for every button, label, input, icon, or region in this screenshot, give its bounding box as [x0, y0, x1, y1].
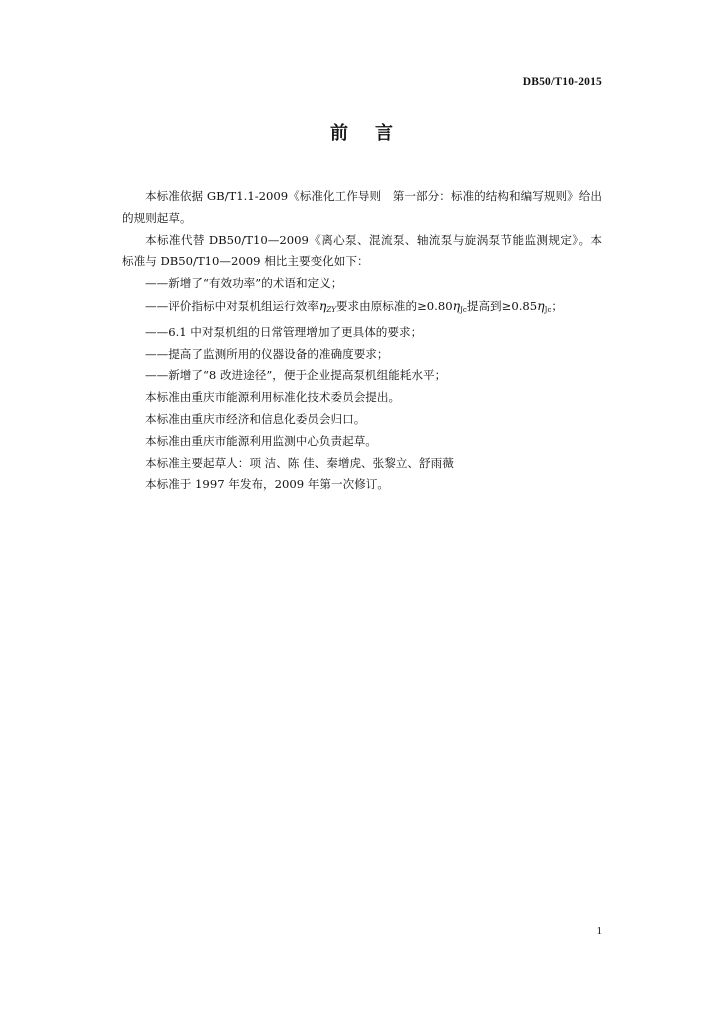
paragraph-drafted-by: 本标准由重庆市能源利用监测中心负责起草。 — [145, 433, 377, 448]
change-item-2-middle-2: 提高到≥0.85 — [466, 298, 538, 313]
foreword-body — [122, 186, 602, 496]
change-item-2-prefix: ——评价指标中对泵机组运行效率 — [145, 298, 319, 313]
paragraph-history: 本标准于 1997 年发布，2009 年第一次修订。 — [145, 477, 389, 492]
change-item-2-suffix: ； — [551, 298, 563, 313]
eta-symbol: η — [318, 297, 327, 313]
paragraph-proposed-by: 本标准由重庆市能源利用标准化技术委员会提出。 — [145, 390, 401, 405]
change-item-5: ——新增了“8 改进途径”，便于企业提高泵机组能耗水平； — [145, 368, 447, 383]
paragraph-replaces: 本标准代替 DB50/T10—2009《离心泵、混流泵、轴流泵与旋涡泵节能监测规定》。本标准与 DB50/T10—2009 相比主要变化如下： — [122, 232, 602, 269]
title-char-2: 言 — [375, 123, 394, 144]
paragraph-centralized-by: 本标准由重庆市经济和信息化委员会归口。 — [145, 411, 366, 426]
change-item-4: ——提高了监测所用的仪器设备的准确度要求； — [145, 346, 389, 361]
change-item-2 — [122, 295, 602, 322]
change-item-3: ——6.1 中对泵机组的日常管理增加了更具体的要求； — [145, 324, 423, 339]
change-item-2-middle: 要求由原标准的≥0.80 — [335, 298, 453, 313]
paragraph-basis: 本标准依据 GB/T1.1-2009《标准化工作导则 第一部分：标准的结构和编写规则》给出的规则起草。 — [122, 189, 602, 225]
title-char-1: 前 — [330, 123, 349, 144]
page-title — [0, 119, 724, 145]
eta-subscript-2: Jc — [460, 305, 467, 314]
eta-subscript-3: Jc — [544, 305, 552, 314]
page-number: 1 — [596, 925, 602, 937]
eta-symbol-2: η — [452, 297, 461, 313]
eta-symbol-3: η — [537, 297, 545, 313]
eta-subscript: ZY — [326, 305, 336, 314]
paragraph-drafters: 本标准主要起草人：项 洁、陈 佳、秦增虎、张黎立、舒雨薇 — [145, 455, 454, 470]
document-code: DB50/T10-2015 — [522, 76, 602, 88]
change-item-1: ——新增了“有效功率”的术语和定义； — [145, 276, 343, 291]
